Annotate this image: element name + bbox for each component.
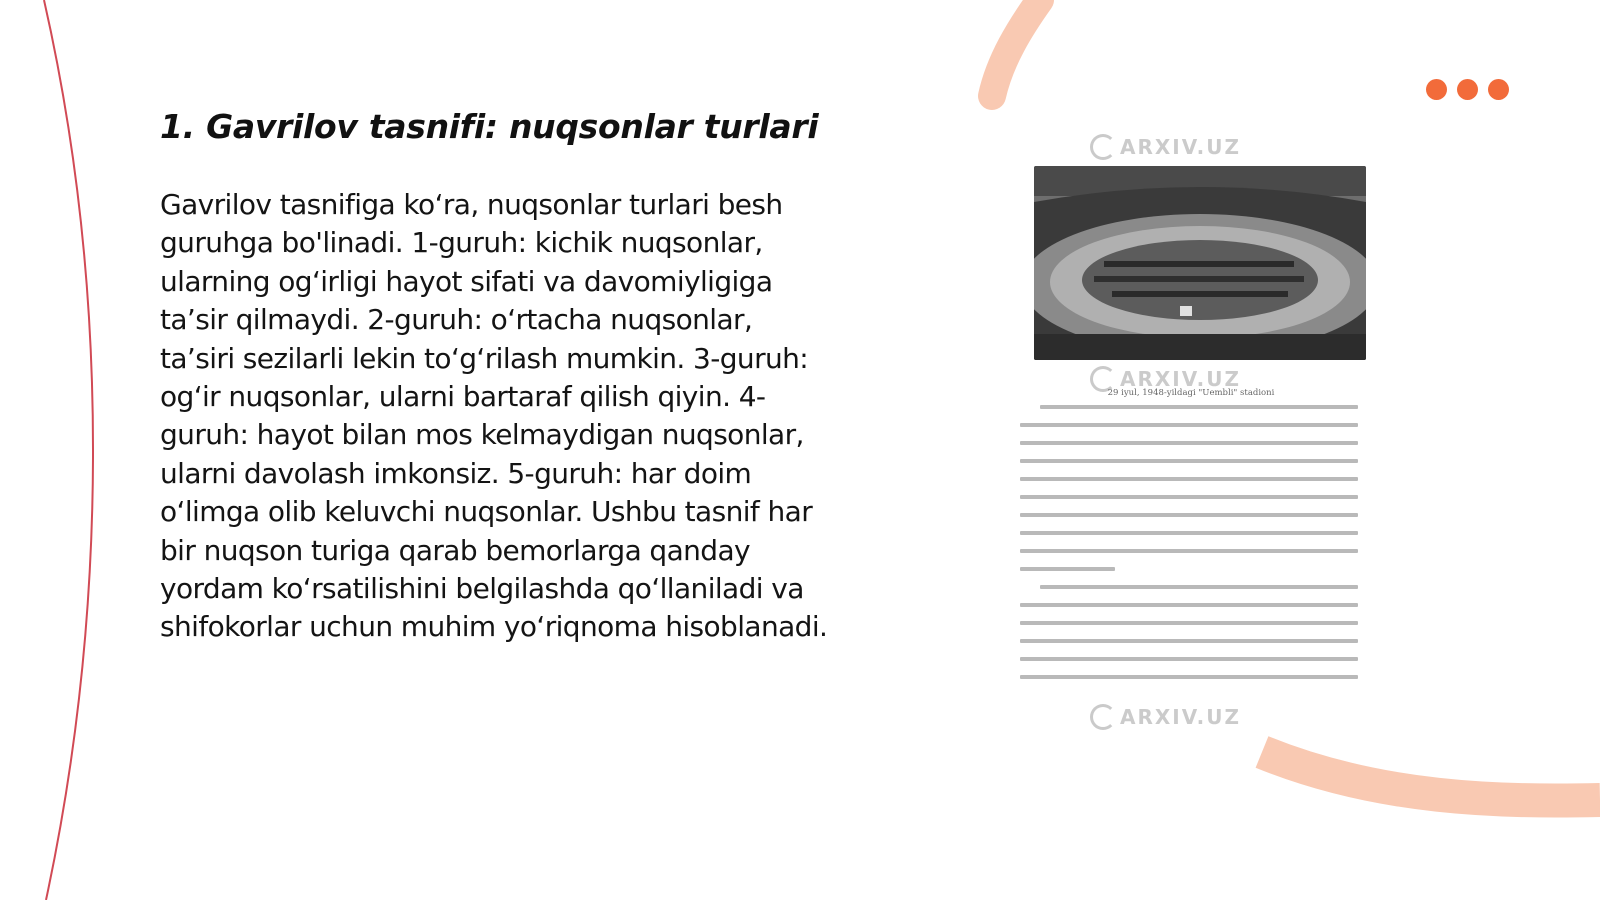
- stadium-photo: [1034, 166, 1366, 360]
- watermark-logo-icon: [1090, 134, 1116, 160]
- page-text-lines: [1020, 405, 1358, 693]
- watermark: [1090, 134, 1241, 160]
- slide-body-text: Gavrilov tasnifiga ko‘ra, nuqsonlar turlari besh guruhga bo'linadi. 1-guruh: kichik nuqsonlar, ularning og‘irligi hayot sifati va davomiyligiga ta’sir qilmaydi. 2-guruh: o‘rtacha nuqsonlar, ta’siri sezilarli lekin to‘g‘rilash mumkin. 3-guruh: og‘ir nuqsonlar, ularni bartaraf qilish qiyin. 4-guruh: hayot bilan mos kelmaydigan nuqsonlar, ularni davolash imkonsiz. 5-guruh: har doim o‘limga olib keluvchi nuqsonlar. Ushbu tasnif har bir nuqson turiga qarab bemorlarga qanday yordam ko‘rsatilishini belgilashda qo‘llaniladi va shifokorlar uchun muhim yo‘riqnoma hisoblanadi.: [160, 188, 828, 644]
- left-border-curve: [44, 0, 93, 900]
- slide-title: 1. Gavrilov tasnifi: nuqsonlar turlari: [160, 107, 819, 146]
- watermark-text: ARXIV.UZ: [1120, 367, 1241, 391]
- stadium-photo-illustration: [1034, 166, 1366, 360]
- top-orange-arc: [992, 0, 1040, 96]
- dot-1: [1426, 79, 1447, 100]
- watermark-logo-icon: [1090, 704, 1116, 730]
- menu-dots-icon: [1426, 79, 1519, 101]
- photo-caption: 29 iyul, 1948-yildagi "Uembli" stadioni: [1107, 388, 1275, 398]
- watermark-text: ARXIV.UZ: [1120, 135, 1241, 159]
- dot-2: [1457, 79, 1478, 100]
- dot-3: [1488, 79, 1509, 100]
- document-page-image: [1018, 130, 1364, 740]
- watermark-text: ARXIV.UZ: [1120, 705, 1241, 729]
- bottom-orange-arc: [1262, 752, 1600, 800]
- watermark-bottom: [1090, 704, 1241, 730]
